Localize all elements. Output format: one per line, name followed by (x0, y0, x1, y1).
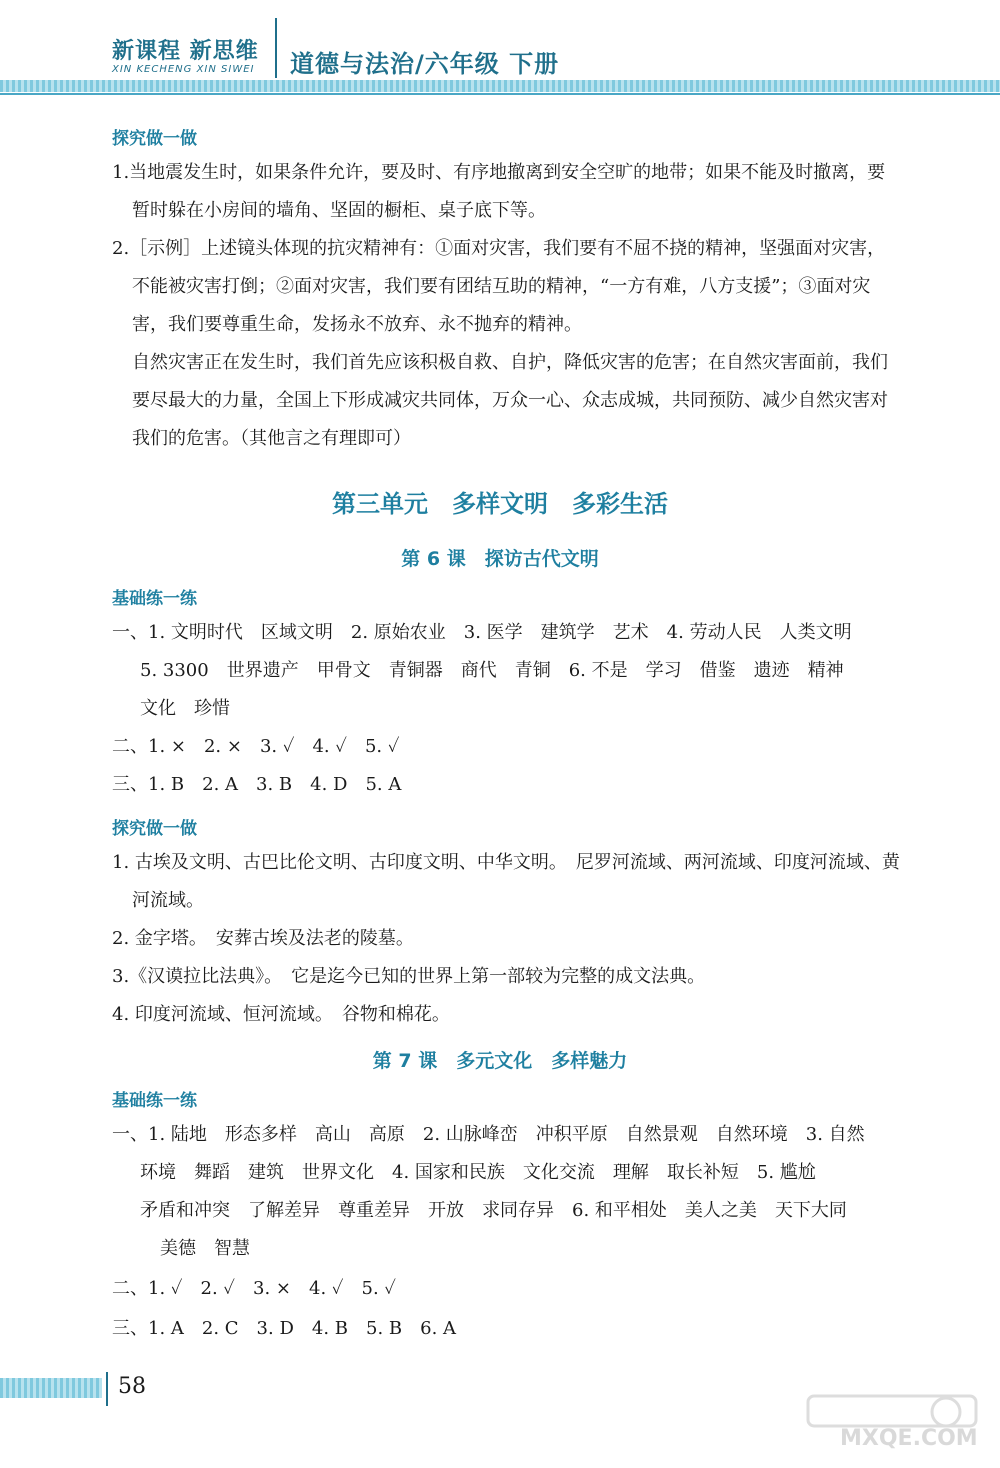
answer-line: 一、1. 陆地 形态多样 高山 高原 2. 山脉峰峦 冲积平原 自然景观 自然环境 3. 自然 (112, 1124, 865, 1145)
answer-line: 文化 珍惜 (140, 698, 230, 719)
section-heading: 基础练一练 (112, 589, 197, 609)
section-heading: 基础练一练 (112, 1091, 197, 1111)
answer-line: 2.［示例］上述镜头体现的抗灾精神有：①面对灾害，我们要有不屈不挠的精神，坚强面对灾害， (112, 238, 886, 259)
answer-line: 害，我们要尊重生命，发扬永不放弃、永不抛弃的精神。 (132, 314, 582, 335)
page-number: 58 (118, 1374, 146, 1399)
answer-line: 我们的危害。（其他言之有理即可） (132, 428, 411, 449)
unit-title: 第三单元 多样文明 多彩生活 (332, 490, 668, 518)
lesson-title: 第 7 课 多元文化 多样魅力 (372, 1050, 628, 1072)
answer-line: 三、1. A 2. C 3. D 4. B 5. B 6. A (112, 1318, 457, 1339)
answer-line: 二、1. × 2. × 3. ✓ 4. ✓ 5. ✓ (112, 736, 400, 757)
answer-line: 不能被灾害打倒；②面对灾害，我们要有团结互助的精神，“一方有难，八方支援”；③面对灾 (132, 276, 871, 297)
answer-line: 美德 智慧 (160, 1238, 250, 1259)
section-heading: 探究做一做 (112, 819, 197, 839)
footer-divider (106, 1372, 108, 1406)
header-band (0, 80, 1000, 92)
brand-pinyin: XIN KECHENG XIN SIWEI (112, 64, 255, 75)
answer-line: 河流域。 (132, 890, 204, 911)
answer-line: 1.当地震发生时，如果条件允许，要及时、有序地撤离到安全空旷的地带；如果不能及时撤离，要 (112, 162, 886, 183)
answer-line: 自然灾害正在发生时，我们首先应该积极自救、自护，降低灾害的危害；在自然灾害面前，我们 (132, 352, 888, 373)
header-divider (275, 18, 277, 78)
answer-line: 3.《汉谟拉比法典》。 它是迄今已知的世界上第一部较为完整的成文法典。 (112, 966, 706, 987)
answer-line: 1. 古埃及文明、古巴比伦文明、古印度文明、中华文明。 尼罗河流域、两河流域、印度河流域、黄 (112, 852, 900, 873)
answer-line: 三、1. B 2. A 3. B 4. D 5. A (112, 774, 402, 795)
header-rule (0, 93, 1000, 95)
answer-line: 一、1. 文明时代 区域文明 2. 原始农业 3. 医学 建筑学 艺术 4. 劳动人民 人类文明 (112, 622, 852, 643)
section-heading: 探究做一做 (112, 129, 197, 149)
lesson-title: 第 6 课 探访古代文明 (401, 548, 599, 570)
brand-title: 新课程 新思维 (112, 39, 259, 64)
answer-line: 矛盾和冲突 了解差异 尊重差异 开放 求同存异 6. 和平相处 美人之美 天下大同 (140, 1200, 847, 1221)
answer-line: 要尽最大的力量，全国上下形成减灾共同体，万众一心、众志成城，共同预防、减少自然灾害对 (132, 390, 888, 411)
subject-title: 道德与法治/六年级 下册 (290, 50, 560, 78)
answer-line: 二、1. ✓ 2. ✓ 3. × 4. ✓ 5. ✓ (112, 1278, 396, 1299)
answer-line: 4. 印度河流域、恒河流域。 谷物和棉花。 (112, 1004, 450, 1025)
answer-line: 2. 金字塔。 安葬古埃及法老的陵墓。 (112, 928, 414, 949)
answer-line: 5. 3300 世界遗产 甲骨文 青铜器 商代 青铜 6. 不是 学习 借鉴 遗迹 精神 (140, 660, 844, 681)
watermark-logo: MXQE.COM (806, 1394, 978, 1458)
answer-line: 暂时躲在小房间的墙角、坚固的橱柜、桌子底下等。 (132, 200, 546, 221)
answer-line: 环境 舞蹈 建筑 世界文化 4. 国家和民族 文化交流 理解 取长补短 5. 尴尬 (140, 1162, 816, 1183)
footer-band (0, 1378, 102, 1398)
